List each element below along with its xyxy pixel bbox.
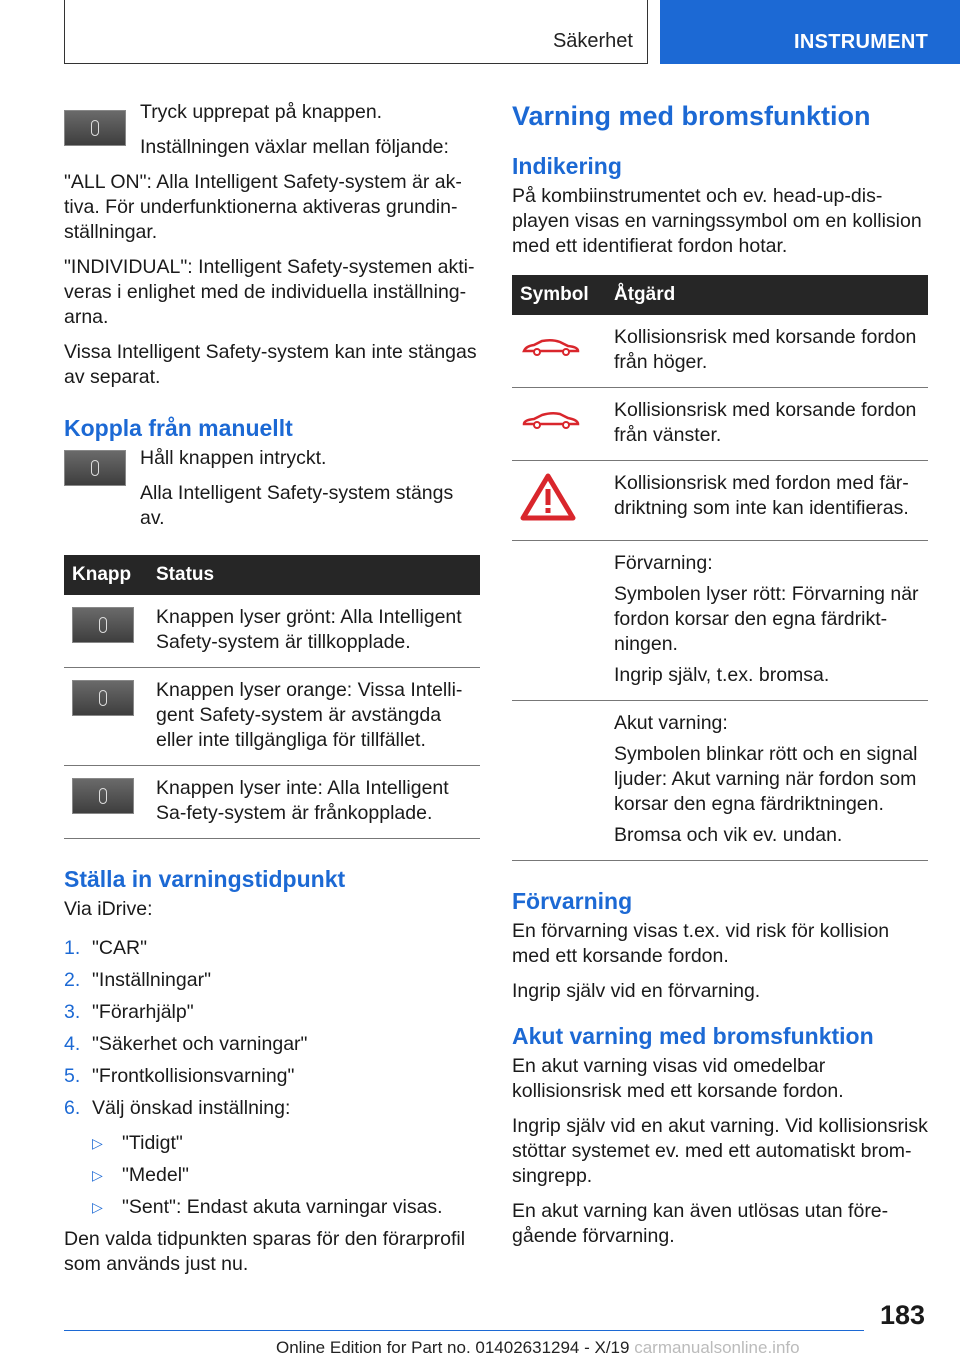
section-heading-prewarning: Förvarning xyxy=(512,888,633,914)
option-item: ▷ "Medel" xyxy=(92,1164,189,1186)
table-header-symbol: Symbol xyxy=(512,275,606,315)
list-item: 1. "CAR" xyxy=(64,937,148,959)
table-row xyxy=(512,315,928,388)
left-column xyxy=(64,100,480,1287)
header-section-label: Säkerhet xyxy=(552,30,633,52)
table-cell: Akut varning: Symbolen blinkar rött och en signal ljuder: Akut varning när fordon som korsar den egna färdriktningen. Bromsa och vik ev. undan. xyxy=(606,701,928,861)
via-text: Via iDrive: xyxy=(64,898,153,920)
table-header-status: Status xyxy=(148,555,480,595)
table-cell: Kollisionsrisk med korsande fordon från höger. xyxy=(606,315,928,388)
table-row xyxy=(512,461,928,541)
option-item: ▷ "Tidigt" xyxy=(92,1132,183,1154)
list-item: 2. "Inställningar" xyxy=(64,969,211,991)
table-cell: Knappen lyser orange: Vissa Intelli-gent Safety-system är avstängda eller inte tillgängliga för tillfället. xyxy=(148,668,480,766)
table-cell: Kollisionsrisk med korsande fordon från vänster. xyxy=(606,388,928,461)
page-title: Varning med bromsfunktion xyxy=(512,101,871,131)
manual-step-text: Håll knappen intryckt. xyxy=(140,447,327,469)
table-row xyxy=(64,668,480,766)
triangle-bullet-icon: ▷ xyxy=(92,1167,103,1183)
table-cell: Knappen lyser grönt: Alla Intelligent Safety-system är tillkopplade. xyxy=(148,595,480,668)
safety-button-icon xyxy=(72,778,134,814)
symbol-table xyxy=(512,275,928,861)
intro-step-text: Inställningen växlar mellan följande: xyxy=(140,136,449,158)
triangle-bullet-icon: ▷ xyxy=(92,1199,103,1215)
option-list xyxy=(64,1131,480,1220)
button-status-table xyxy=(64,555,480,839)
intro-step xyxy=(64,100,480,170)
list-item: 4. "Säkerhet och varningar" xyxy=(64,1033,308,1055)
table-row xyxy=(64,766,480,839)
list-item: 3. "Förarhjälp" xyxy=(64,1001,194,1023)
watermark-text: carmanualsonline.info xyxy=(634,1338,800,1357)
right-column xyxy=(512,100,928,1259)
table-cell: Knappen lyser inte: Alla Intelligent Sa-fety-system är frånkopplade. xyxy=(148,766,480,839)
table-cell: Kollisionsrisk med fordon med fär-driktning som inte kan identifieras. xyxy=(606,461,928,541)
table-row xyxy=(512,701,928,861)
list-item: 6. Välj önskad inställning: xyxy=(64,1097,291,1119)
paragraph: Vissa Intelligent Safety-system kan inte stängas av separat. xyxy=(64,341,477,388)
paragraph: Ingrip själv vid en förvarning. xyxy=(512,980,761,1002)
section-heading-acute: Akut varning med bromsfunktion xyxy=(512,1023,874,1049)
car-red-icon xyxy=(520,410,582,430)
paragraph: En förvarning visas t.ex. vid risk för kollision med ett korsande fordon. xyxy=(512,920,890,967)
triangle-bullet-icon: ▷ xyxy=(92,1135,103,1151)
footer-divider xyxy=(64,1330,864,1331)
paragraph: "ALL ON": Alla Intelligent Safety-system är ak-tiva. För underfunktionerna aktiveras grundin-ställningar. xyxy=(64,171,462,243)
section-heading-manual: Koppla från manuellt xyxy=(64,415,293,441)
table-header-action: Åtgärd xyxy=(606,275,928,315)
paragraph: En akut varning kan även utlösas utan före-gående förvarning. xyxy=(512,1200,889,1247)
header-chapter-tab[interactable] xyxy=(660,0,960,64)
table-header-button: Knapp xyxy=(64,555,148,595)
edition-text: Online Edition for Part no. 01402631294 - X/19 xyxy=(276,1338,630,1357)
paragraph: "INDIVIDUAL": Intelligent Safety-systemen akti-veras i enlighet med de individuella inställning-arna. xyxy=(64,256,475,328)
car-red-icon xyxy=(520,337,582,357)
page-number: 183 xyxy=(880,1300,926,1330)
section-heading-warning-time: Ställa in varningstidpunkt xyxy=(64,866,346,892)
steps-list xyxy=(64,936,480,1121)
safety-button-icon xyxy=(72,607,134,643)
safety-button-icon xyxy=(64,110,126,146)
footer-edition xyxy=(276,1338,800,1358)
section-heading-indication: Indikering xyxy=(512,153,622,179)
header-chapter-label: INSTRUMENT xyxy=(794,31,929,53)
safety-button-icon xyxy=(72,680,134,716)
indication-text: På kombiinstrumentet och ev. head-up-dis-playen visas en varningssymbol om en kollision med ett identifierat fordon hotar. xyxy=(512,185,922,257)
intro-step-text: Tryck upprepat på knappen. xyxy=(140,101,383,123)
manual-step-text: Alla Intelligent Safety-system stängs av. xyxy=(140,482,454,529)
paragraph: Ingrip själv vid en akut varning. Vid kollisionsrisk stöttar systemet ev. med ett automatiskt brom-singrepp. xyxy=(512,1115,928,1187)
table-row xyxy=(512,388,928,461)
option-item: ▷ "Sent": Endast akuta varningar visas. xyxy=(92,1196,443,1218)
table-cell: Förvarning: Symbolen lyser rött: Förvarning när fordon korsar den egna färdrikt-ningen. Ingrip själv, t.ex. bromsa. xyxy=(606,541,928,701)
table-row xyxy=(64,595,480,668)
safety-button-icon xyxy=(64,450,126,486)
closing-text: Den valda tidpunkten sparas för den förarprofil som används just nu. xyxy=(64,1228,466,1275)
header-section-box xyxy=(64,0,648,64)
warning-triangle-icon xyxy=(520,473,576,521)
manual-step xyxy=(64,446,480,541)
paragraph: En akut varning visas vid omedelbar kollisionsrisk med ett korsande fordon. xyxy=(512,1055,844,1102)
table-row xyxy=(512,541,928,701)
list-item: 5. "Frontkollisionsvarning" xyxy=(64,1065,295,1087)
